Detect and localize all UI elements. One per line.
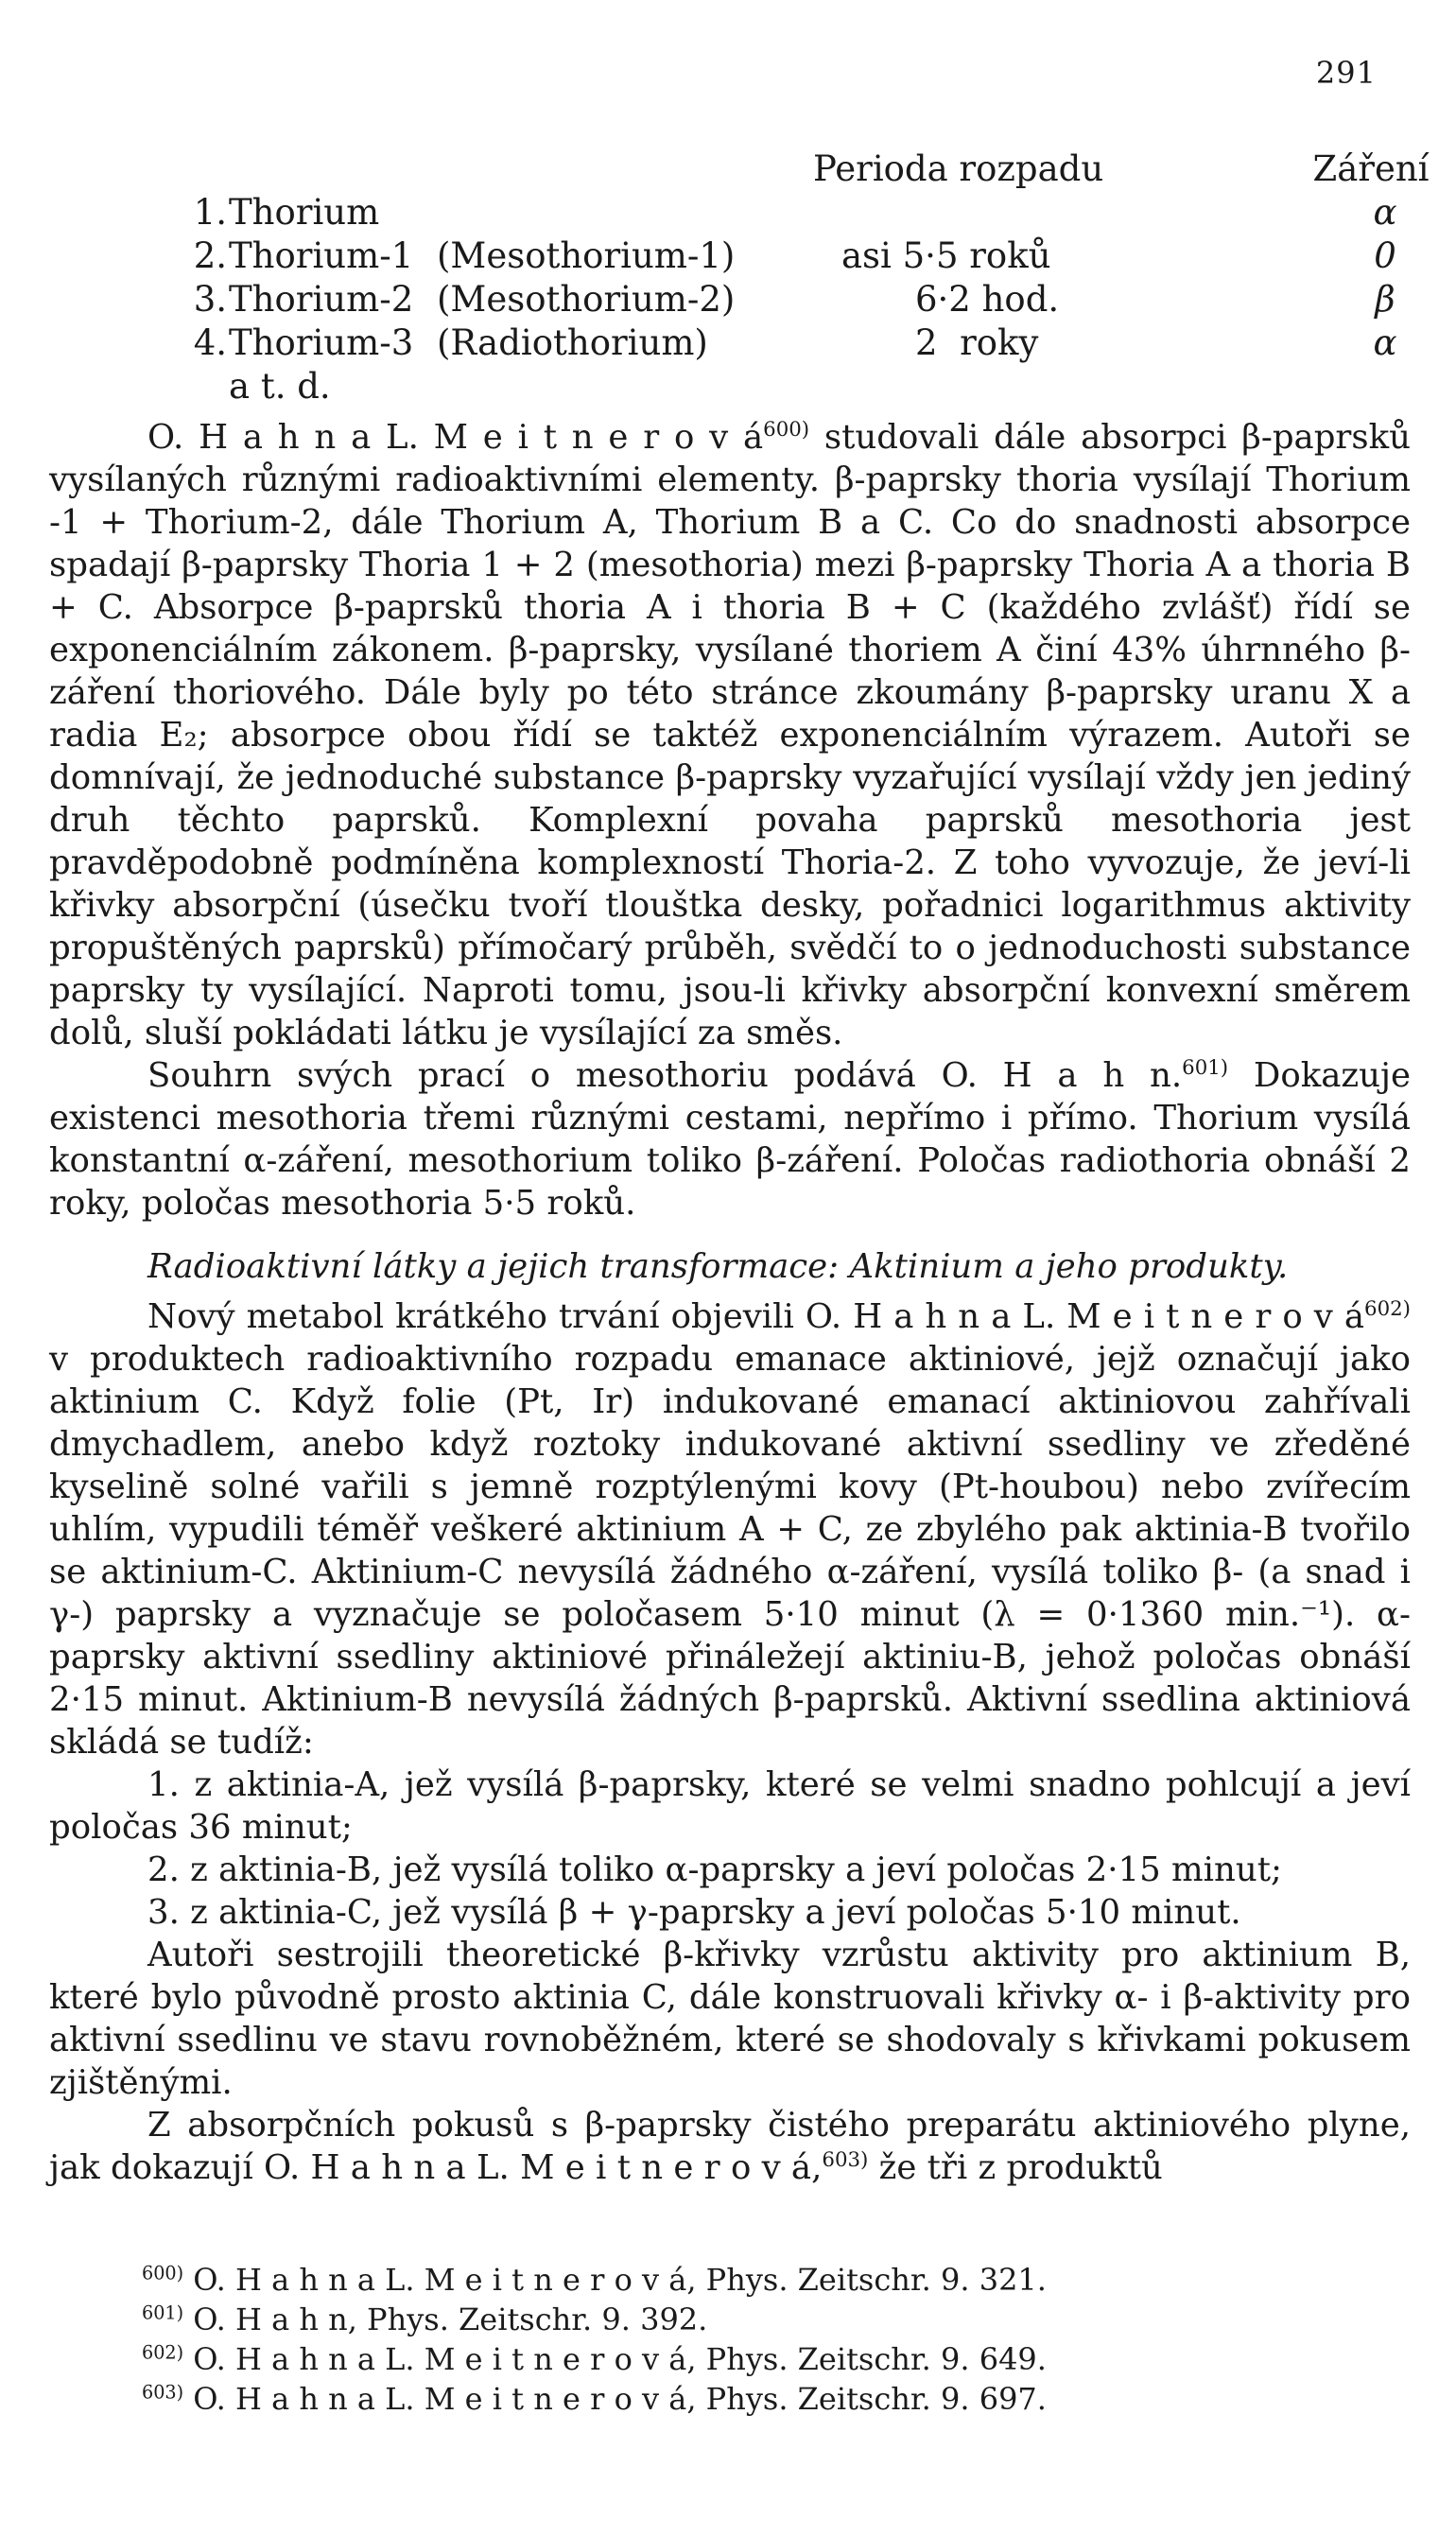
- row-number: 1.: [193, 192, 227, 233]
- footnote-number: 600): [142, 2262, 184, 2284]
- footnote: [142, 2260, 1371, 2300]
- paragraph-text: studovali dále absorpci β-paprsků vysílaných různými radioaktivními elementy. β-paprsky thoria vysílají Thorium -1 + Thorium-2, dále Thorium A, Thorium B a C. Co do snadnosti absorpce spadají β-paprsky Thoria 1 + 2 (mesothoria) mezi β-paprsky Thoria A a thoria B + C. Absorpce β-paprsků thoria A i thoria B + C (každého zvlášť) řídí se exponenciálním zákonem. β-paprsky, vysílané thoriem A činí 43% úhrnného β-záření thoriového. Dále byly po této stránce zkoumány β-paprsky uranu X a radia E₂; absorpce obou řídí se taktéž exponenciálním výrazem. Autoři se domnívají, že jednoduché substance β-paprsky vyzařující vysílají vždy jen jediný druh těchto paprsků. Komplexní povaha paprsků mesothoria jest pravděpodobně podmíněna komplexností Thoria-2. Z toho vyvozuje, že jeví-li křivky absorpční (úsečku tvoří tlouštka desky, pořadnici logarithmus aktivity propuštěných paprsků) přímočarý průběh, svědčí to o jednoduchosti substance paprsky ty vysílající. Naproti tomu, jsou-li křivky absorpční konvexní směrem dolů, sluší pokládati látku je vysílající za směs.: [49, 418, 1411, 1052]
- decay-table: [123, 148, 1430, 408]
- list-item: 3. z aktinia-C, jež vysílá β + γ-paprsky a jeví poločas 5·10 minut.: [147, 1893, 1241, 1932]
- footnote-ref: 600): [763, 418, 810, 443]
- footnote-ref: 601): [1182, 1056, 1229, 1081]
- paragraph-text: Nový metabol krátkého trvání objevili O. H a h n a L. M e i t n e r o v á: [147, 1297, 1365, 1336]
- paragraph: Autoři sestrojili theoretické β-křivky vzrůstu aktivity pro aktinium B, které bylo původně prosto aktinia C, dále konstruovali křivky α- i β-aktivity pro aktivní ssedlinu ve stavu rovnoběžném, které se shodovaly s křivkami pokusem zjištěnými.: [49, 1936, 1411, 2102]
- element-alias: (Radiothorium): [437, 322, 708, 363]
- body-text: [49, 416, 1411, 2189]
- paragraph: [49, 416, 1411, 1054]
- footnote-text: O. H a h n, Phys. Zeitschr. 9. 392.: [193, 2302, 708, 2337]
- footnote-number: 603): [142, 2381, 184, 2404]
- radiation-type: α: [1373, 192, 1397, 233]
- element-name: Thorium: [229, 192, 380, 233]
- header-period: Perioda rozpadu: [813, 148, 1104, 189]
- paragraph-text: v produktech radioaktivního rozpadu emanace aktiniové, jejž označují jako aktinium C. Když folie (Pt, Ir) indukované emanací aktiniovou zahřívali dmychadlem, anebo když roztoky indukované aktivní ssedliny ve zředěné kyselině solné vařili s jemně rozptýlenými kovy (Pt-houbou) nebo zvířecím uhlím, vypudili téměř veškeré aktinium A + C, ze zbylého pak aktinia-B tvořilo se aktinium-C. Aktinium-C nevysílá žádného α-záření, vysílá toliko β- (a snad i γ-) paprsky a vyznačuje se poločasem 5·10 minut (λ = 0·1360 min.⁻¹). α-paprsky aktivní ssedliny aktiniové přináležejí aktiniu-B, jehož poločas obnáší 2·15 minut. Aktinium-B nevysílá žádných β-paprsků. Aktivní ssedlina aktiniová skládá se tudíž:: [49, 1340, 1411, 1762]
- element-alias: (Mesothorium-1): [437, 235, 736, 276]
- element-name: Thorium-3: [229, 322, 414, 363]
- footnote-ref: 603): [822, 2148, 869, 2173]
- page-number: 291: [1315, 55, 1377, 91]
- radiation-type: 0: [1374, 235, 1396, 276]
- table-row: [123, 234, 1396, 278]
- footnote-number: 602): [142, 2341, 184, 2364]
- footnote: [142, 2300, 1371, 2339]
- footnote-text: O. H a h n a L. M e i t n e r o v á, Phys. Zeitschr. 9. 649.: [193, 2341, 1047, 2377]
- half-life: 6·2 hod.: [915, 279, 1060, 320]
- paragraph-text: že tři z produktů: [868, 2148, 1163, 2187]
- half-life: 2 roky: [915, 322, 1039, 363]
- radiation-type: β: [1375, 279, 1395, 320]
- paragraph-text: Souhrn svých prací o mesothoriu podává O. H a h n.: [147, 1056, 1183, 1095]
- element-name: Thorium-2: [229, 279, 414, 320]
- footnotes: [142, 2260, 1371, 2419]
- paragraph: [49, 1295, 1411, 1763]
- row-number: 2.: [193, 235, 227, 276]
- header-radiation: Záření: [1312, 148, 1430, 189]
- paragraph-text: Dokazuje existenci mesothoria třemi různými cestami, nepřímo i přímo. Thorium vysílá konstantní α-záření, mesothorium toliko β-záření. Poločas radiothoria obnáší 2 roky, poločas mesothoria 5·5 roků.: [49, 1056, 1411, 1223]
- table-etc: a t. d.: [229, 366, 331, 407]
- footnote: [142, 2379, 1371, 2419]
- half-life: asi 5·5 roků: [841, 235, 1051, 276]
- list-item: 2. z aktinia-B, jež vysílá toliko α-paprsky a jeví poločas 2·15 minut;: [147, 1850, 1282, 1889]
- row-number: 4.: [193, 322, 227, 363]
- footnote-number: 601): [142, 2302, 184, 2324]
- paragraph-text: Z absorpčních pokusů s β-paprsky čistého preparátu aktiniového plyne, jak dokazují O. H a h n a L. M e i t n e r o v á,: [49, 2106, 1411, 2187]
- section-heading: Radioaktivní látky a jejich transformace: Aktinium a jeho produkty.: [147, 1247, 1289, 1286]
- footnote: [142, 2339, 1371, 2379]
- element-name: Thorium-1: [229, 235, 414, 276]
- paragraph: [49, 2104, 1411, 2189]
- table-row: [123, 278, 1395, 321]
- row-number: 3.: [193, 279, 227, 320]
- element-alias: (Mesothorium-2): [437, 279, 736, 320]
- footnote-text: O. H a h n a L. M e i t n e r o v á, Phys. Zeitschr. 9. 697.: [193, 2381, 1047, 2417]
- list-item: 1. z aktinia-A, jež vysílá β-paprsky, které se velmi snadno pohlcují a jeví poločas 36 minut;: [49, 1765, 1411, 1847]
- footnote-ref: 602): [1364, 1297, 1411, 1322]
- radiation-type: α: [1373, 322, 1397, 363]
- table-etc-row: [123, 365, 1371, 408]
- table-header: [123, 148, 1430, 191]
- table-row: [123, 191, 1397, 234]
- author-names: O. H a h n a L. M e i t n e r o v á: [147, 418, 764, 457]
- paragraph: [49, 1054, 1411, 1225]
- footnote-text: O. H a h n a L. M e i t n e r o v á, Phys. Zeitschr. 9. 321.: [193, 2262, 1047, 2298]
- table-row: [123, 321, 1397, 365]
